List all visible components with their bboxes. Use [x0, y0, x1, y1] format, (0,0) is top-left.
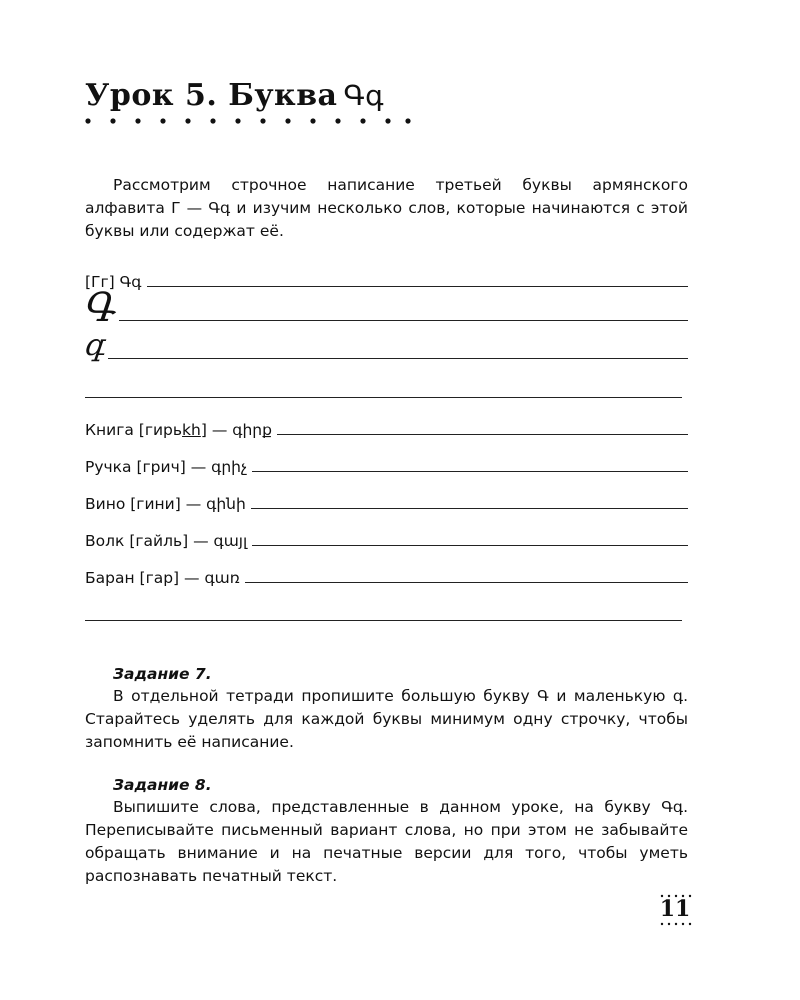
handwritten-upper: Գ: [81, 285, 121, 331]
writing-line: [252, 544, 688, 546]
word-text: Книга [гирьkh] — գիրք: [85, 421, 272, 439]
writing-line: [252, 470, 688, 472]
word-text: Баран [гар] — գառ: [85, 569, 240, 587]
word-row: [85, 490, 688, 514]
practice-row-print: [85, 268, 688, 292]
practice-label: [Гг] Գգ: [85, 273, 142, 291]
writing-line: [119, 319, 688, 321]
lesson-title-text: Урок 5. Буква: [85, 78, 338, 113]
lesson-title: [85, 78, 384, 113]
task7-title: Задание 7.: [113, 665, 212, 683]
writing-line: [108, 357, 688, 359]
writing-line: [277, 433, 688, 435]
writing-line: [85, 619, 682, 621]
page-number: 11: [659, 896, 691, 922]
writing-line: [245, 581, 688, 583]
task7-body: В отдельной тетради пропишите большую букву Գ и маленькую գ. Старайтесь уделять для каждой буквы минимум одну строчку, чтобы запомнить её написание.: [85, 687, 688, 751]
word-row: [85, 527, 688, 551]
task8-title: Задание 8.: [113, 776, 212, 794]
word-text: Вино [гини] — գինի: [85, 495, 246, 513]
word-text: Волк [гайль] — գայլ: [85, 532, 248, 550]
practice-row-lower: [82, 328, 688, 364]
handwritten-lower: գ: [82, 328, 109, 363]
word-row: [85, 416, 688, 440]
word-row: [85, 564, 688, 588]
word-text: Ручка [грич] — գրիչ: [85, 458, 248, 476]
practice-row-upper: [81, 285, 688, 331]
writing-line: [251, 507, 688, 509]
title-dot-underline: [84, 116, 414, 126]
word-row: [85, 453, 688, 477]
lesson-title-letters: Գգ: [343, 79, 385, 112]
word-underlined: kh: [182, 421, 201, 439]
writing-line: [147, 285, 689, 287]
intro-paragraph: Рассмотрим строчное написание третьей буквы армянского алфавита Г — Գգ и изучим несколько слов, которые начинаются с этой буквы или содержат её.: [85, 176, 688, 240]
task8-body: Выпишите слова, представленные в данном уроке, на букву Գգ. Переписывайте письменный вариант слова, но при этом не забывайте обращать внимание и на печатные версии для того, чтобы уметь распознавать печатный текст.: [85, 798, 688, 885]
page-number-dots-bottom: [660, 922, 692, 926]
writing-line: [85, 396, 682, 398]
